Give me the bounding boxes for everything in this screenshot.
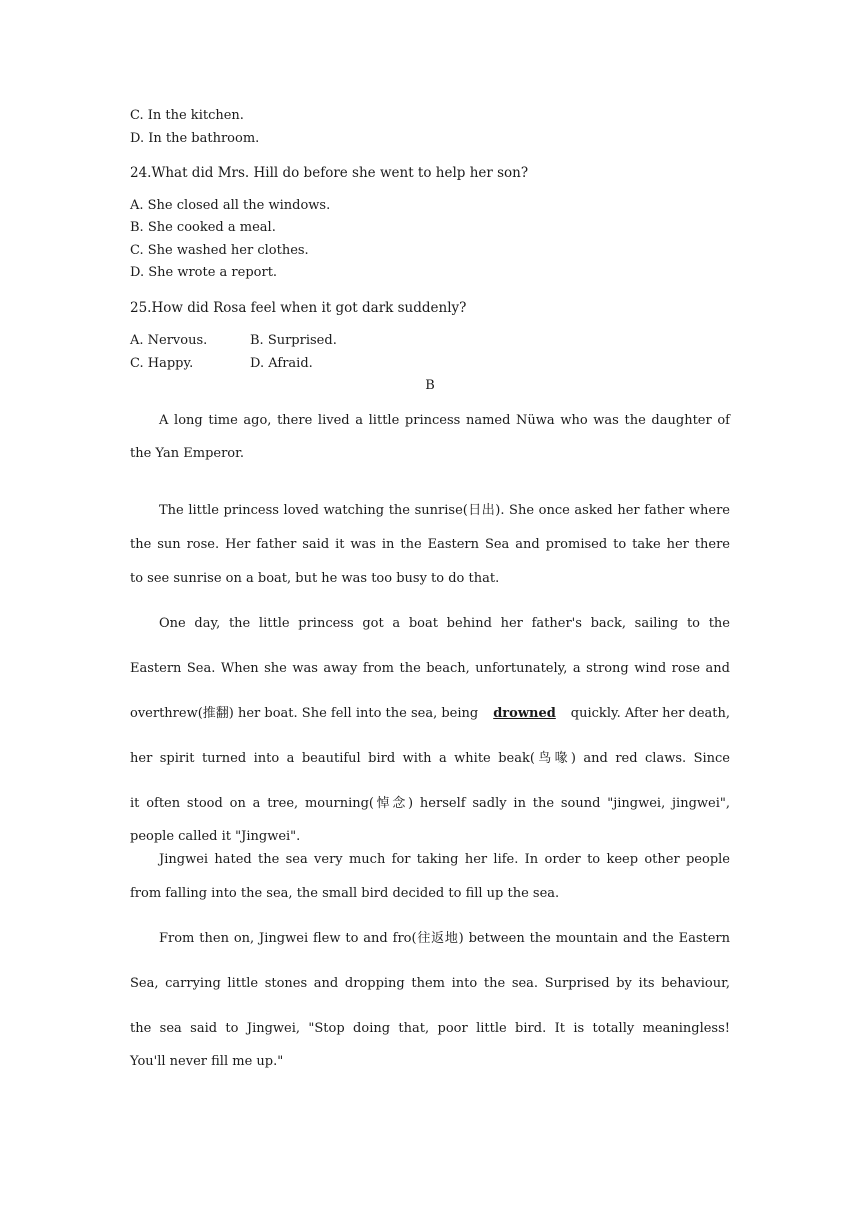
passage-line: [130, 706, 730, 722]
passage-line: her spirit turned into a beautiful bird with a white beak(鸟喙) and red claws. Since: [130, 751, 730, 766]
option-25-d: D. Afraid.: [250, 356, 313, 371]
option-23-c: C. In the kitchen.: [130, 108, 244, 123]
option-25-c: C. Happy.: [130, 356, 194, 371]
option-25-b: B. Surprised.: [250, 333, 337, 348]
passage-heading: B: [425, 378, 435, 393]
passage-line: A long time ago, there lived a little princess named Nüwa who was the daughter of: [159, 413, 730, 428]
passage-line: Jingwei hated the sea very much for taking her life. In order to keep other people: [159, 852, 730, 867]
option-24-a: A. She closed all the windows.: [130, 198, 331, 213]
passage-line: The little princess loved watching the sunrise(日出). She once asked her father where: [159, 503, 730, 518]
option-24-c: C. She washed her clothes.: [130, 243, 309, 258]
passage-line: One day, the little princess got a boat behind her father's back, sailing to the: [159, 616, 730, 631]
passage-text: quickly. After her death,: [566, 706, 730, 721]
question-24: 24.What did Mrs. Hill do before she went to help her son?: [130, 165, 529, 181]
passage-line: Sea, carrying little stones and dropping them into the sea. Surprised by its behaviour,: [130, 976, 730, 991]
passage-line: You'll never fill me up.": [130, 1054, 284, 1069]
passage-text: overthrew(推翻) her boat. She fell into the sea, being: [130, 706, 483, 721]
passage-line: the sun rose. Her father said it was in the Eastern Sea and promised to take her there: [130, 537, 730, 552]
passage-line: the Yan Emperor.: [130, 446, 245, 461]
passage-line: Eastern Sea. When she was away from the beach, unfortunately, a strong wind rose and: [130, 661, 730, 676]
passage-line: people called it "Jingwei".: [130, 829, 301, 844]
passage-line: From then on, Jingwei flew to and fro(往返地) between the mountain and the Eastern: [159, 931, 730, 946]
passage-line: to see sunrise on a boat, but he was too busy to do that.: [130, 571, 500, 586]
passage-line: the sea said to Jingwei, "Stop doing that, poor little bird. It is totally meaningless!: [130, 1021, 730, 1036]
underlined-word: drowned: [493, 706, 556, 721]
passage-line: from falling into the sea, the small bird decided to fill up the sea.: [130, 886, 560, 901]
option-23-d: D. In the bathroom.: [130, 131, 260, 146]
passage-line: it often stood on a tree, mourning(悼念) herself sadly in the sound "jingwei, jingwei",: [130, 796, 730, 811]
option-24-d: D. She wrote a report.: [130, 265, 278, 280]
question-25: 25.How did Rosa feel when it got dark suddenly?: [130, 300, 467, 316]
option-24-b: B. She cooked a meal.: [130, 220, 276, 235]
option-25-a: A. Nervous.: [130, 333, 208, 348]
